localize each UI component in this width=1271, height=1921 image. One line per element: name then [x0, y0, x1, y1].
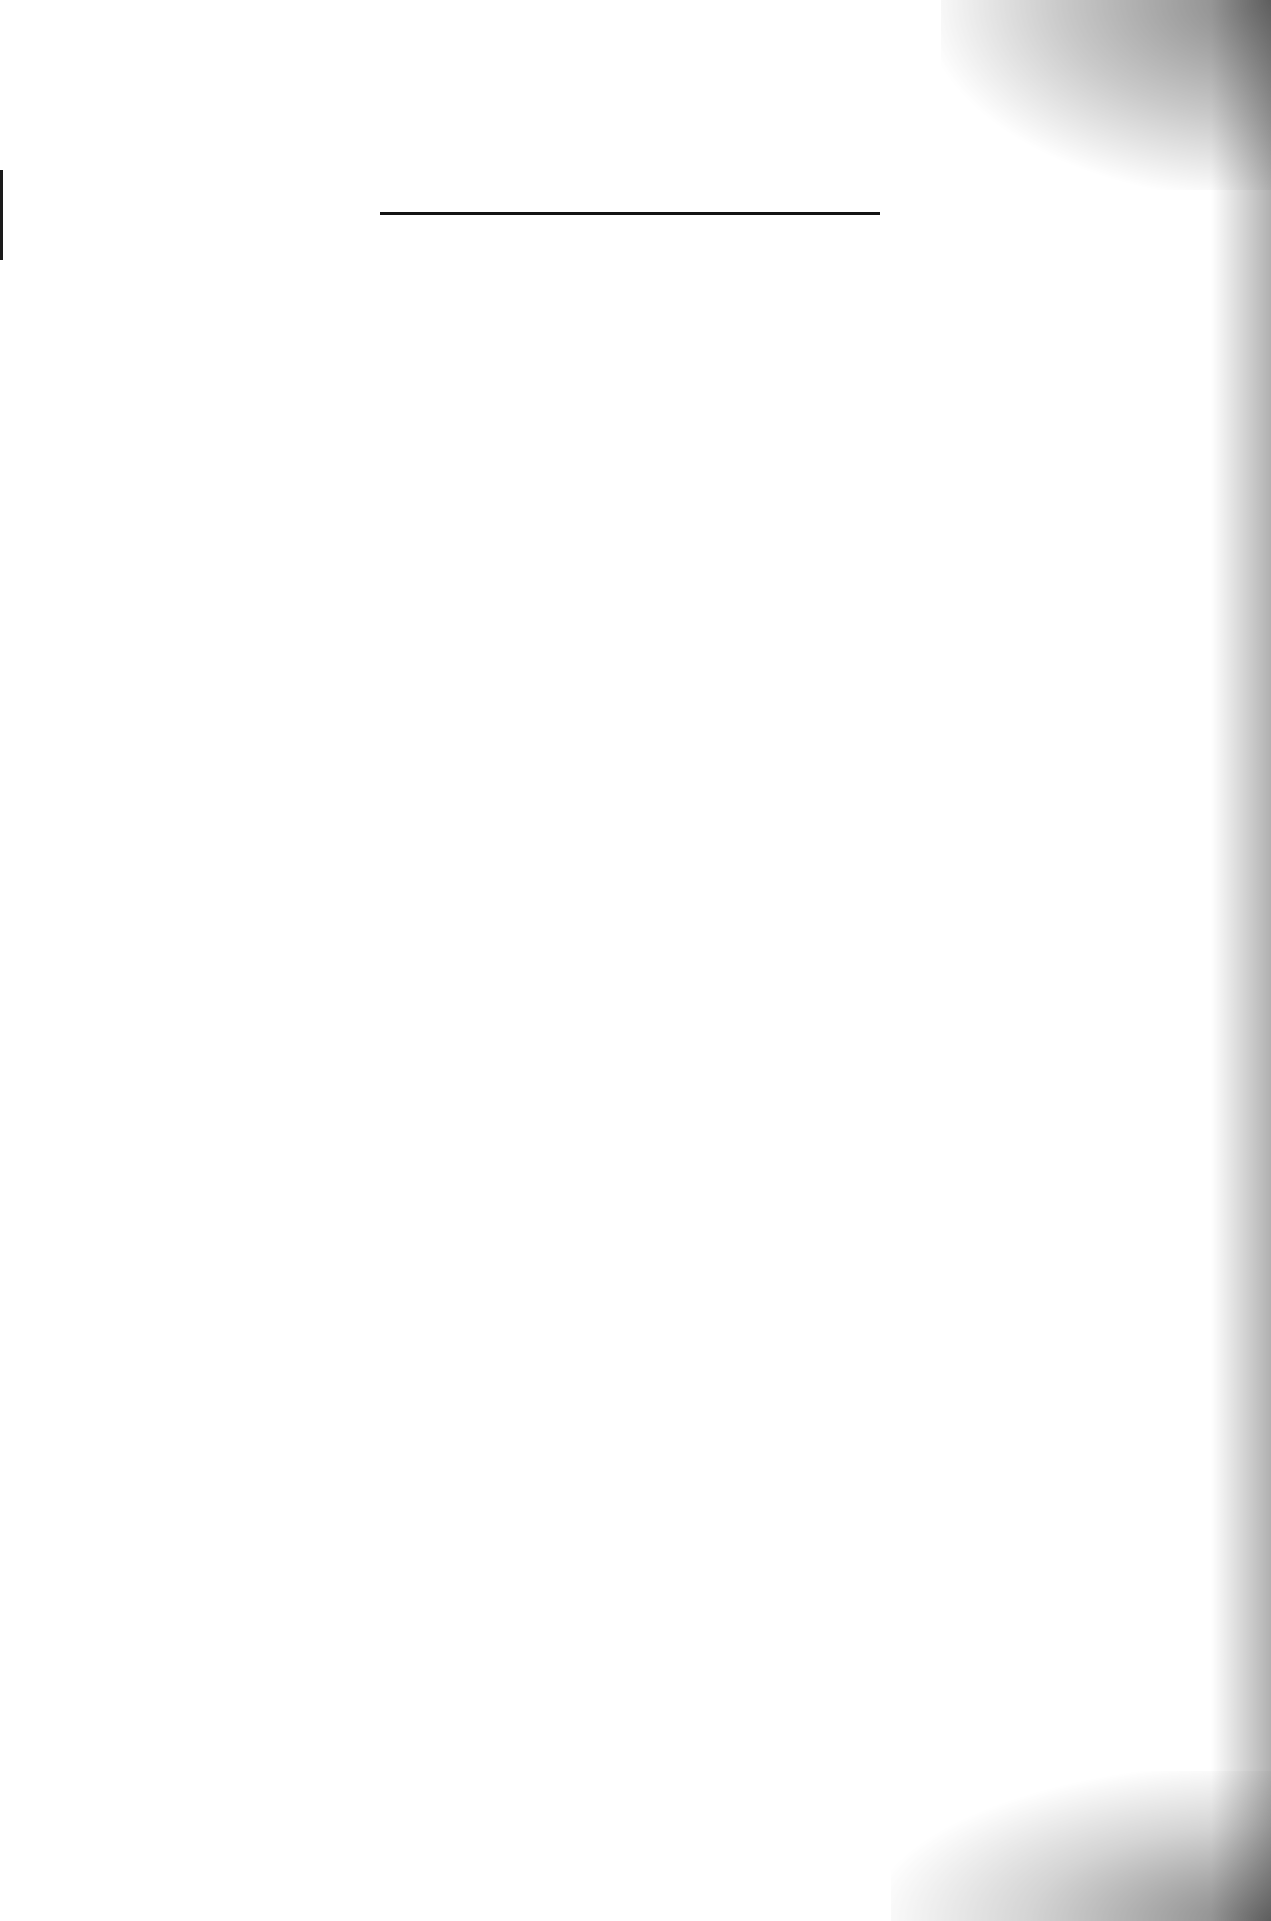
running-head: [0, 98, 1271, 136]
scan-shadow-bottom-right: [891, 1771, 1271, 1921]
text-line: [190, 354, 1110, 408]
text-line: [190, 1454, 1110, 1508]
paragraph-2: [190, 1079, 1110, 1739]
binding-mark: [0, 170, 3, 260]
text-line: [190, 942, 1110, 996]
text-line: [190, 1347, 1110, 1401]
text-line: [190, 1240, 1110, 1294]
text-line: [190, 1293, 1110, 1347]
text-line: [190, 568, 1110, 622]
quote-heading: [380, 176, 880, 215]
text-line: [190, 300, 1110, 354]
text-line: [190, 461, 1110, 515]
text-line: [190, 1079, 1110, 1133]
text-line: [190, 1561, 1110, 1615]
text-line: [190, 1614, 1110, 1668]
text-line: [190, 1400, 1110, 1454]
scan-shadow-right-edge: [1211, 0, 1271, 1921]
text-line: [190, 782, 1110, 836]
text-line: [190, 1133, 1110, 1187]
text-line: [190, 1186, 1110, 1240]
text-line: [190, 621, 1110, 675]
text-line: [190, 728, 1110, 782]
text-line: [190, 889, 1110, 943]
reference-citation: [691, 238, 951, 274]
text-line: [190, 1668, 1110, 1722]
text-line: [190, 675, 1110, 729]
text-line: [190, 407, 1110, 461]
paragraph-1: [190, 300, 1110, 1000]
text-line: [190, 1507, 1110, 1561]
text-line: [190, 514, 1110, 568]
text-line: [190, 835, 1110, 889]
